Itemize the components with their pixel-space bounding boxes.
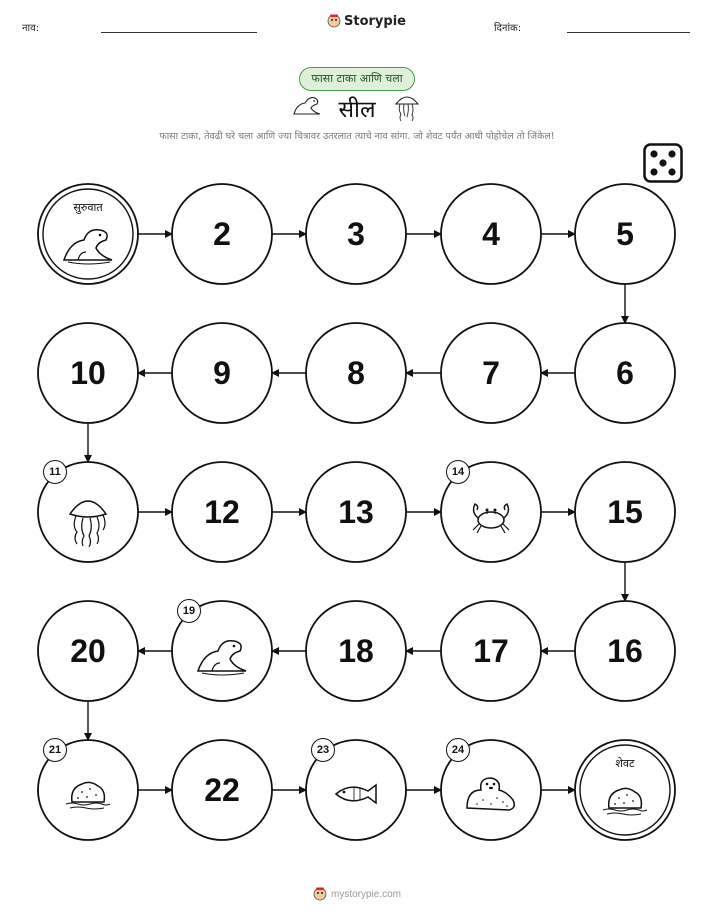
space-number: 8: [347, 355, 365, 391]
space-number-badge: 11: [43, 460, 67, 484]
space-number: 9: [213, 355, 231, 391]
space-number-badge: 21: [43, 738, 67, 762]
space-number-badge: 23: [311, 738, 335, 762]
space-number: 17: [473, 633, 509, 669]
page-title: सील: [338, 97, 376, 123]
space-number: 13: [338, 494, 374, 530]
space-number: 22: [204, 772, 240, 808]
space-number: 12: [204, 494, 240, 530]
start-label: सुरुवात: [73, 201, 103, 214]
brand-name: Storypie: [344, 13, 406, 29]
footer-url[interactable]: mystorypie.com: [330, 888, 401, 900]
game-type-badge: फासा टाका आणि चला: [299, 67, 415, 91]
date-label: दिनांक:: [494, 23, 522, 34]
instructions: फासा टाका, तेवढी घरे चला आणि ज्या चित्रावर उतरलात त्याचे नाव सांगा. जो शेवट पर्यंत आधी पोहोचेल तो जिंकेल!: [159, 131, 555, 142]
space-number: 6: [616, 355, 634, 391]
storypie-mascot-icon: [313, 886, 327, 902]
space-number-badge: 14: [446, 460, 470, 484]
space-number: 3: [347, 216, 365, 252]
space-number: 15: [607, 494, 643, 530]
finish-label: शेवट: [615, 757, 635, 770]
space-number: 20: [70, 633, 106, 669]
space-number: 5: [616, 216, 634, 252]
space-number: 4: [482, 216, 500, 252]
space-number: 18: [338, 633, 374, 669]
space-number-badge: 19: [177, 599, 201, 623]
finish-space[interactable]: [575, 740, 675, 840]
start-space[interactable]: [38, 184, 138, 284]
space-number: 2: [213, 216, 231, 252]
footer: [0, 886, 714, 902]
name-label: नाव:: [22, 23, 40, 34]
space-number-badge: 24: [446, 738, 470, 762]
space-number: 10: [70, 355, 106, 391]
space-number: 7: [482, 355, 500, 391]
space-number: 16: [607, 633, 643, 669]
